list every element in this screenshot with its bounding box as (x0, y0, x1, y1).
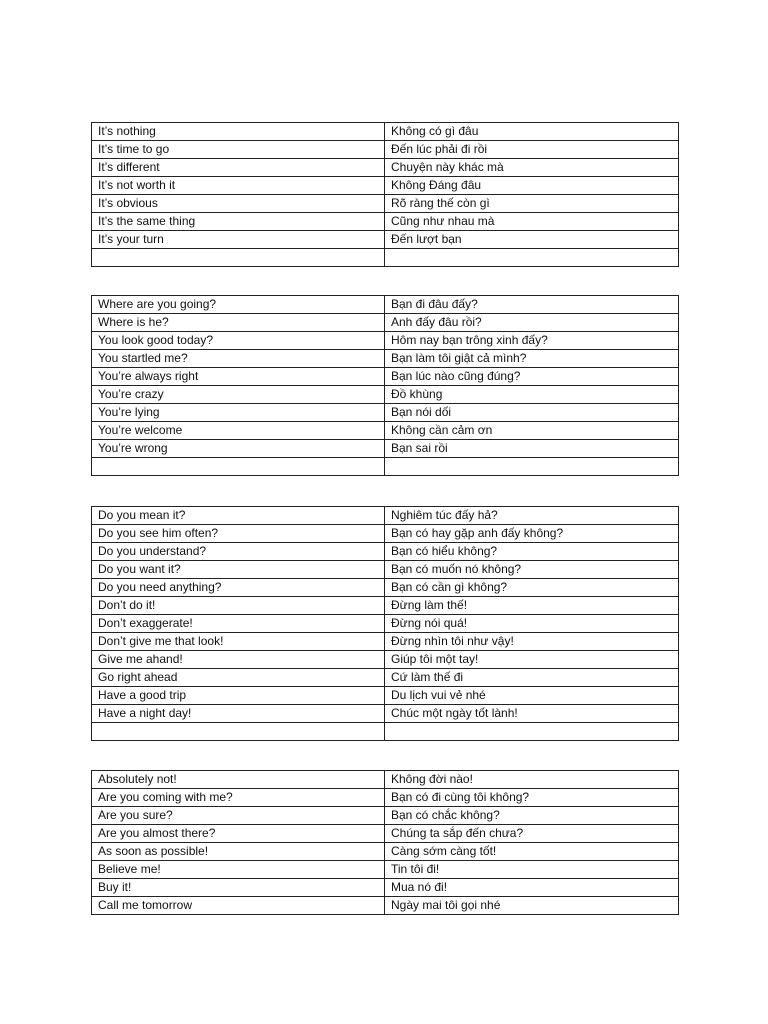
english-phrase: Believe me! (92, 861, 385, 879)
english-phrase: Buy it! (92, 879, 385, 897)
phrase-table (91, 122, 679, 267)
english-phrase: Do you need anything? (92, 579, 385, 597)
vietnamese-translation: Bạn có chắc không? (385, 807, 679, 825)
english-phrase: It’s different (92, 159, 385, 177)
english-phrase: Are you coming with me? (92, 789, 385, 807)
table-row (92, 177, 679, 195)
english-phrase: Do you want it? (92, 561, 385, 579)
english-phrase: You’re welcome (92, 422, 385, 440)
vietnamese-translation: Không cần cảm ơn (385, 422, 679, 440)
phrase-table (91, 295, 679, 476)
english-phrase: Do you mean it? (92, 507, 385, 525)
vietnamese-translation: Hôm nay bạn trông xinh đấy? (385, 332, 679, 350)
vietnamese-translation: Ngày mai tôi gọi nhé (385, 897, 679, 915)
table-row (92, 525, 679, 543)
vietnamese-translation: Bạn đi đâu đấy? (385, 296, 679, 314)
vietnamese-translation: Bạn có cần gì không? (385, 579, 679, 597)
english-phrase: You’re lying (92, 404, 385, 422)
table-row (92, 386, 679, 404)
vietnamese-translation: Mua nó đi! (385, 879, 679, 897)
vietnamese-translation (385, 458, 679, 476)
vietnamese-translation: Tin tôi đi! (385, 861, 679, 879)
english-phrase: Absolutely not! (92, 771, 385, 789)
phrase-table (91, 770, 679, 915)
english-phrase: Are you almost there? (92, 825, 385, 843)
vietnamese-translation (385, 249, 679, 267)
table-row (92, 123, 679, 141)
table-row (92, 579, 679, 597)
english-phrase: Don’t give me that look! (92, 633, 385, 651)
table-row (92, 543, 679, 561)
english-phrase: It’s the same thing (92, 213, 385, 231)
english-phrase: Don’t exaggerate! (92, 615, 385, 633)
vietnamese-translation: Đừng nhìn tôi như vậy! (385, 633, 679, 651)
vietnamese-translation: Rõ ràng thế còn gì (385, 195, 679, 213)
table-row (92, 615, 679, 633)
table-row (92, 507, 679, 525)
table-row (92, 597, 679, 615)
english-phrase: It’s obvious (92, 195, 385, 213)
vietnamese-translation: Cứ làm thế đi (385, 669, 679, 687)
table-row (92, 141, 679, 159)
vietnamese-translation: Đến lượt bạn (385, 231, 679, 249)
vietnamese-translation: Không Đáng đâu (385, 177, 679, 195)
vietnamese-translation: Đừng nói quá! (385, 615, 679, 633)
vietnamese-translation: Đừng làm thế! (385, 597, 679, 615)
table-row (92, 440, 679, 458)
table-row (92, 561, 679, 579)
table-row (92, 807, 679, 825)
vietnamese-translation: Bạn làm tôi giật cả mình? (385, 350, 679, 368)
vietnamese-translation: Bạn lúc nào cũng đúng? (385, 368, 679, 386)
vietnamese-translation: Bạn có đi cùng tôi không? (385, 789, 679, 807)
english-phrase: You’re wrong (92, 440, 385, 458)
english-phrase: It’s not worth it (92, 177, 385, 195)
english-phrase: You’re always right (92, 368, 385, 386)
english-phrase: You’re crazy (92, 386, 385, 404)
phrase-table (91, 506, 679, 741)
table-row (92, 843, 679, 861)
table-row (92, 633, 679, 651)
english-phrase: Where is he? (92, 314, 385, 332)
vietnamese-translation: Càng sớm càng tốt! (385, 843, 679, 861)
vietnamese-translation: Không có gì đâu (385, 123, 679, 141)
english-phrase: Do you see him often? (92, 525, 385, 543)
english-phrase: Give me ahand! (92, 651, 385, 669)
table-row (92, 879, 679, 897)
vietnamese-translation: Chúng ta sắp đến chưa? (385, 825, 679, 843)
english-phrase (92, 249, 385, 267)
english-phrase (92, 458, 385, 476)
english-phrase: Where are you going? (92, 296, 385, 314)
table-row (92, 368, 679, 386)
english-phrase: Are you sure? (92, 807, 385, 825)
english-phrase: It’s nothing (92, 123, 385, 141)
english-phrase: Go right ahead (92, 669, 385, 687)
vietnamese-translation: Chuyện này khác mà (385, 159, 679, 177)
vietnamese-translation: Du lịch vui vẻ nhé (385, 687, 679, 705)
table-row (92, 771, 679, 789)
english-phrase: As soon as possible! (92, 843, 385, 861)
table-row (92, 231, 679, 249)
table-row (92, 314, 679, 332)
table-row (92, 159, 679, 177)
english-phrase: You look good today? (92, 332, 385, 350)
vietnamese-translation: Bạn có hay gặp anh đấy không? (385, 525, 679, 543)
vietnamese-translation: Chúc một ngày tốt lành! (385, 705, 679, 723)
table-row (92, 687, 679, 705)
table-row (92, 705, 679, 723)
vietnamese-translation: Cũng như nhau mà (385, 213, 679, 231)
table-row (92, 651, 679, 669)
table-row-empty (92, 249, 679, 267)
table-row (92, 332, 679, 350)
vietnamese-translation: Bạn nói dối (385, 404, 679, 422)
vietnamese-translation (385, 723, 679, 741)
table-row (92, 789, 679, 807)
english-phrase (92, 723, 385, 741)
vietnamese-translation: Đến lúc phải đi rồi (385, 141, 679, 159)
english-phrase: It’s your turn (92, 231, 385, 249)
vietnamese-translation: Đồ khùng (385, 386, 679, 404)
vietnamese-translation: Bạn có hiểu không? (385, 543, 679, 561)
english-phrase: It’s time to go (92, 141, 385, 159)
english-phrase: Have a good trip (92, 687, 385, 705)
table-row (92, 669, 679, 687)
table-row (92, 422, 679, 440)
table-row (92, 195, 679, 213)
table-row (92, 350, 679, 368)
table-row-empty (92, 458, 679, 476)
vietnamese-translation: Bạn sai rồi (385, 440, 679, 458)
english-phrase: Don’t do it! (92, 597, 385, 615)
english-phrase: You startled me? (92, 350, 385, 368)
vietnamese-translation: Nghiêm túc đấy hả? (385, 507, 679, 525)
table-row (92, 825, 679, 843)
english-phrase: Do you understand? (92, 543, 385, 561)
table-row (92, 897, 679, 915)
vietnamese-translation: Bạn có muốn nó không? (385, 561, 679, 579)
vietnamese-translation: Không đời nào! (385, 771, 679, 789)
english-phrase: Have a night day! (92, 705, 385, 723)
table-row (92, 296, 679, 314)
table-row (92, 861, 679, 879)
vietnamese-translation: Anh đấy đâu rồi? (385, 314, 679, 332)
table-row (92, 213, 679, 231)
table-row-empty (92, 723, 679, 741)
english-phrase: Call me tomorrow (92, 897, 385, 915)
table-row (92, 404, 679, 422)
vietnamese-translation: Giúp tôi một tay! (385, 651, 679, 669)
